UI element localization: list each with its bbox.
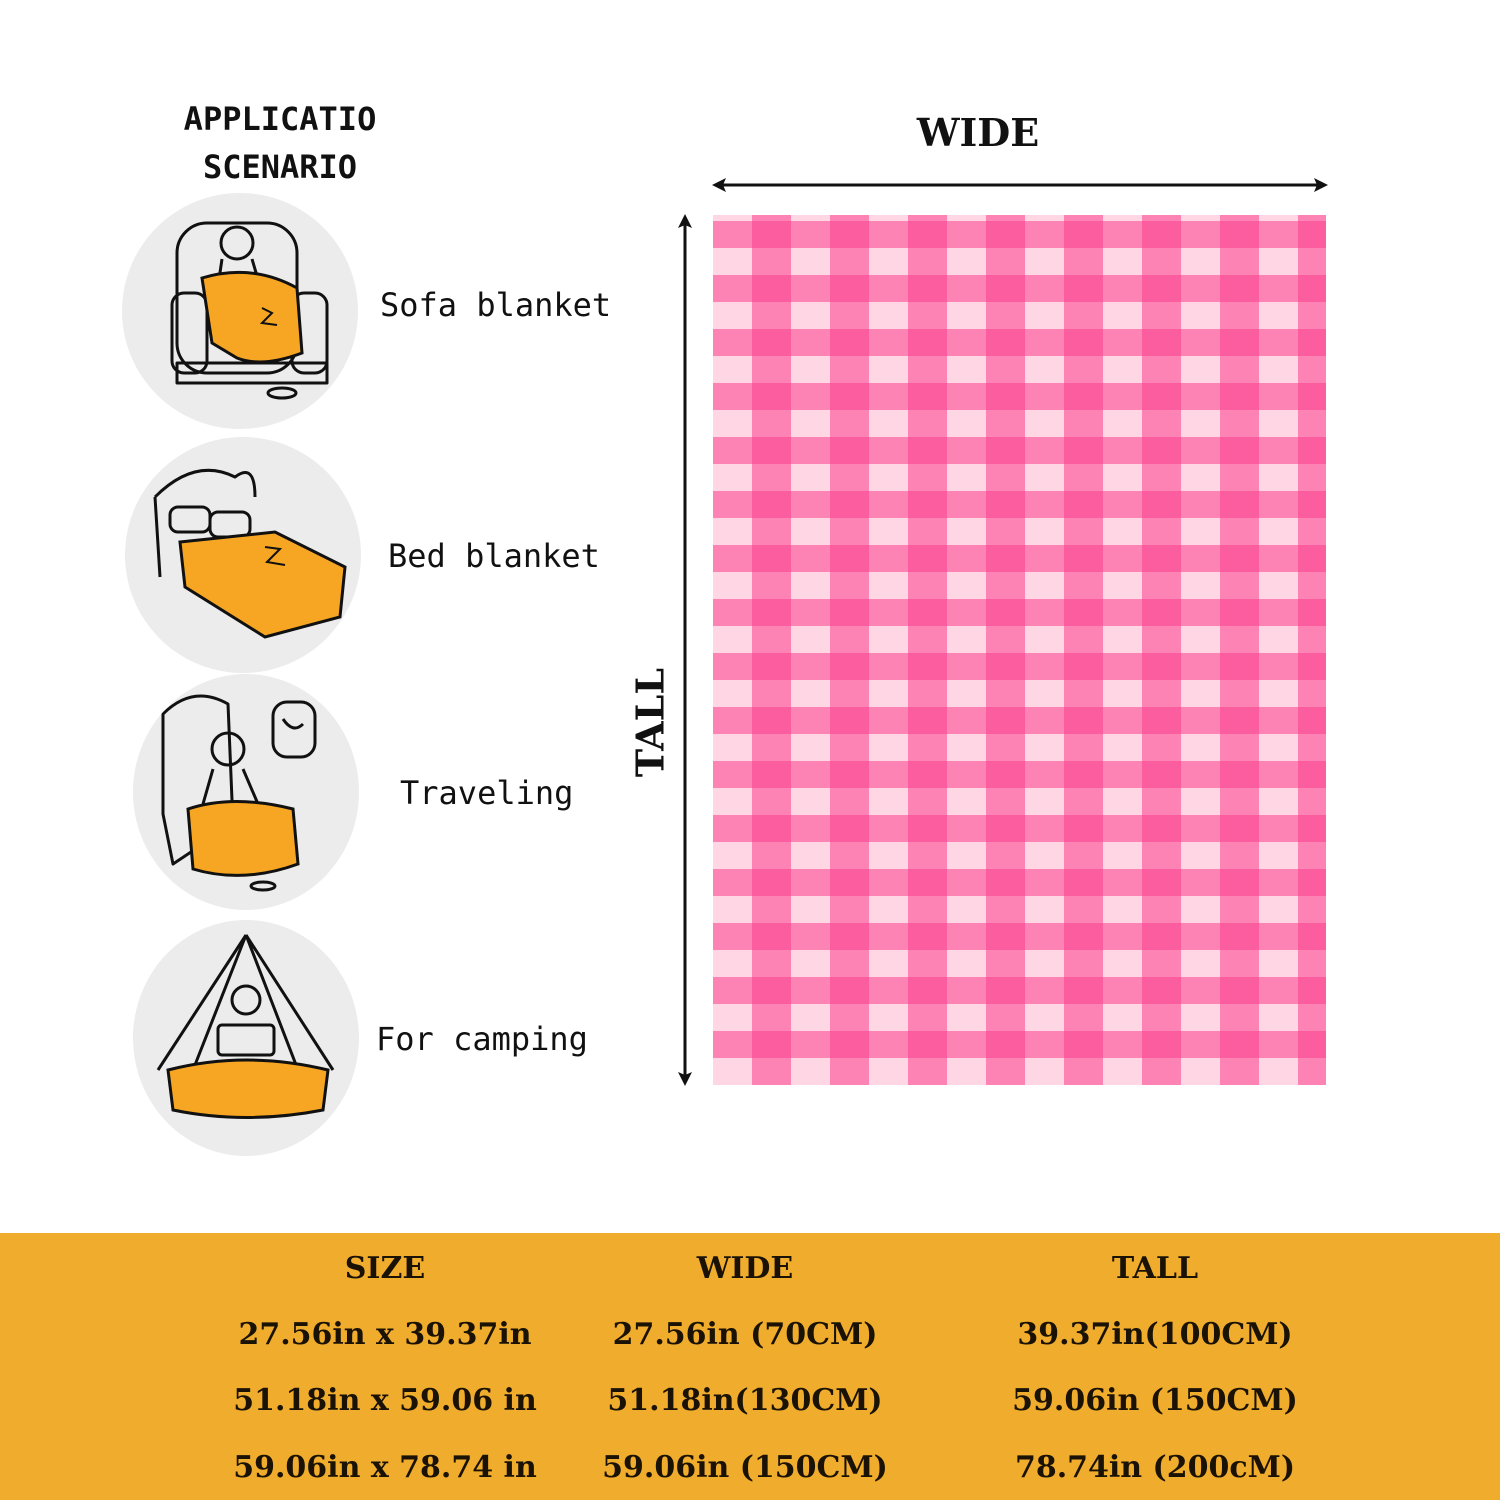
tall-row-1: 39.37in(100CM) (1017, 1317, 1293, 1352)
wide-row-2: 51.18in(130CM) (607, 1383, 883, 1418)
sofa-icon (122, 193, 358, 429)
scenario-label-camping: For camping (376, 1020, 588, 1058)
wide-label: WIDE (916, 110, 1040, 155)
application-scenario-heading (150, 95, 410, 191)
size-row-2: 51.18in x 59.06 in (233, 1383, 537, 1418)
size-row-1: 27.56in x 39.37in (238, 1317, 532, 1352)
wide-arrow-icon (710, 175, 1330, 195)
wide-row-3: 59.06in (150CM) (602, 1450, 888, 1485)
heading-line-1: APPLICATIO (183, 100, 377, 138)
size-table (0, 1233, 1500, 1500)
tall-arrow-icon (675, 212, 695, 1088)
tall-row-3: 78.74in (200cM) (1014, 1450, 1296, 1485)
wide-header: WIDE (696, 1251, 794, 1286)
tall-row-2: 59.06in (150CM) (1012, 1383, 1298, 1418)
size-row-3: 59.06in x 78.74 in (233, 1450, 537, 1485)
bed-icon (125, 437, 361, 673)
tall-label: TALL (627, 667, 673, 778)
airplane-seat-icon (133, 674, 359, 910)
scenario-label-traveling: Traveling (400, 774, 574, 812)
scenario-label-sofa: Sofa blanket (380, 286, 612, 324)
heading-line-2: SCENARIO (202, 148, 358, 186)
size-header: SIZE (344, 1251, 426, 1286)
wide-row-1: 27.56in (70CM) (612, 1317, 878, 1352)
gingham-blanket-image (713, 215, 1326, 1085)
tent-icon (133, 920, 359, 1156)
scenario-label-bed: Bed blanket (388, 537, 600, 575)
tall-header: TALL (1111, 1251, 1199, 1286)
